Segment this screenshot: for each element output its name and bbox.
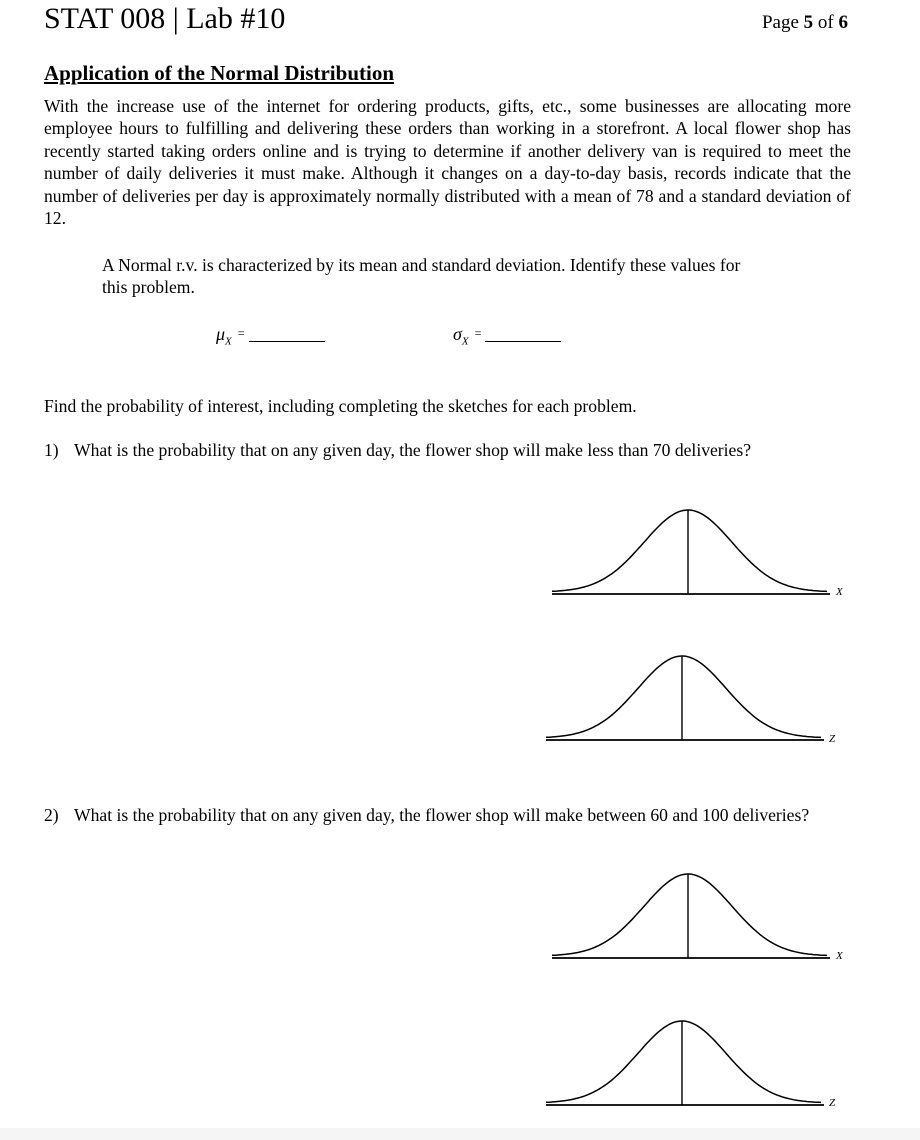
mu-symbol: μ xyxy=(216,324,226,344)
page-indicator xyxy=(762,12,848,34)
q1-z-axis-label: Z xyxy=(829,733,836,745)
sigma-equals: = xyxy=(474,326,482,340)
mean-parameter xyxy=(216,324,325,348)
mean-answer-blank[interactable] xyxy=(249,327,325,342)
question-number: 1) xyxy=(44,440,59,460)
lab-title: STAT 008 | Lab #10 xyxy=(44,2,286,35)
q2-x-curve-sketch xyxy=(552,870,832,965)
page-bottom-edge xyxy=(0,1128,920,1140)
normal-curve xyxy=(552,510,827,591)
q1-x-curve-sketch xyxy=(552,506,832,601)
q1-z-curve-sketch xyxy=(546,652,826,747)
sd-parameter xyxy=(453,324,561,348)
page-total: 6 xyxy=(838,12,848,33)
page-current: 5 xyxy=(803,12,814,33)
section-heading: Application of the Normal Distribution xyxy=(44,61,395,85)
question-number: 2) xyxy=(44,805,59,825)
sigma-symbol: σ xyxy=(453,324,462,344)
question-text: What is the probability that on any given day, the flower shop will make less than 70 deliveries? xyxy=(74,440,752,460)
mu-subscript: X xyxy=(225,335,232,348)
q2-x-axis-label: X xyxy=(836,950,843,962)
mu-equals: = xyxy=(237,326,245,340)
q2-z-axis-label: Z xyxy=(829,1097,836,1109)
q1-x-axis-label: X xyxy=(836,586,843,598)
page-middle: of xyxy=(813,12,839,33)
question-text: What is the probability that on any given day, the flower shop will make between 60 and 100 deliveries? xyxy=(74,805,810,825)
intro-paragraph: With the increase use of the internet for ordering products, gifts, etc., some businesses are allocating more employee hours to fulfilling and delivering these orders than working in a storefront. A local flower shop has recently started taking orders online and is trying to determine if another delivery van is required to meet the number of daily deliveries it must make. Although it changes on a day-to-day basis, records indicate that the number of deliveries per day is approximately normally distributed with a mean of 78 and a standard deviation of 12. xyxy=(44,96,851,229)
q2-z-curve-sketch xyxy=(546,1017,826,1112)
sd-answer-blank[interactable] xyxy=(485,327,561,342)
normal-curve xyxy=(546,656,821,737)
question-1 xyxy=(44,439,844,461)
normal-curve xyxy=(552,874,827,955)
characterize-text: A Normal r.v. is characterized by its mean and standard deviation. Identify these values for this problem. xyxy=(102,255,741,297)
sigma-subscript: X xyxy=(461,335,469,348)
page-prefix: Page xyxy=(761,12,804,33)
question-2 xyxy=(44,804,844,826)
instructions-text: Find the probability of interest, including completing the sketches for each problem. xyxy=(44,396,637,416)
normal-curve xyxy=(546,1021,821,1102)
